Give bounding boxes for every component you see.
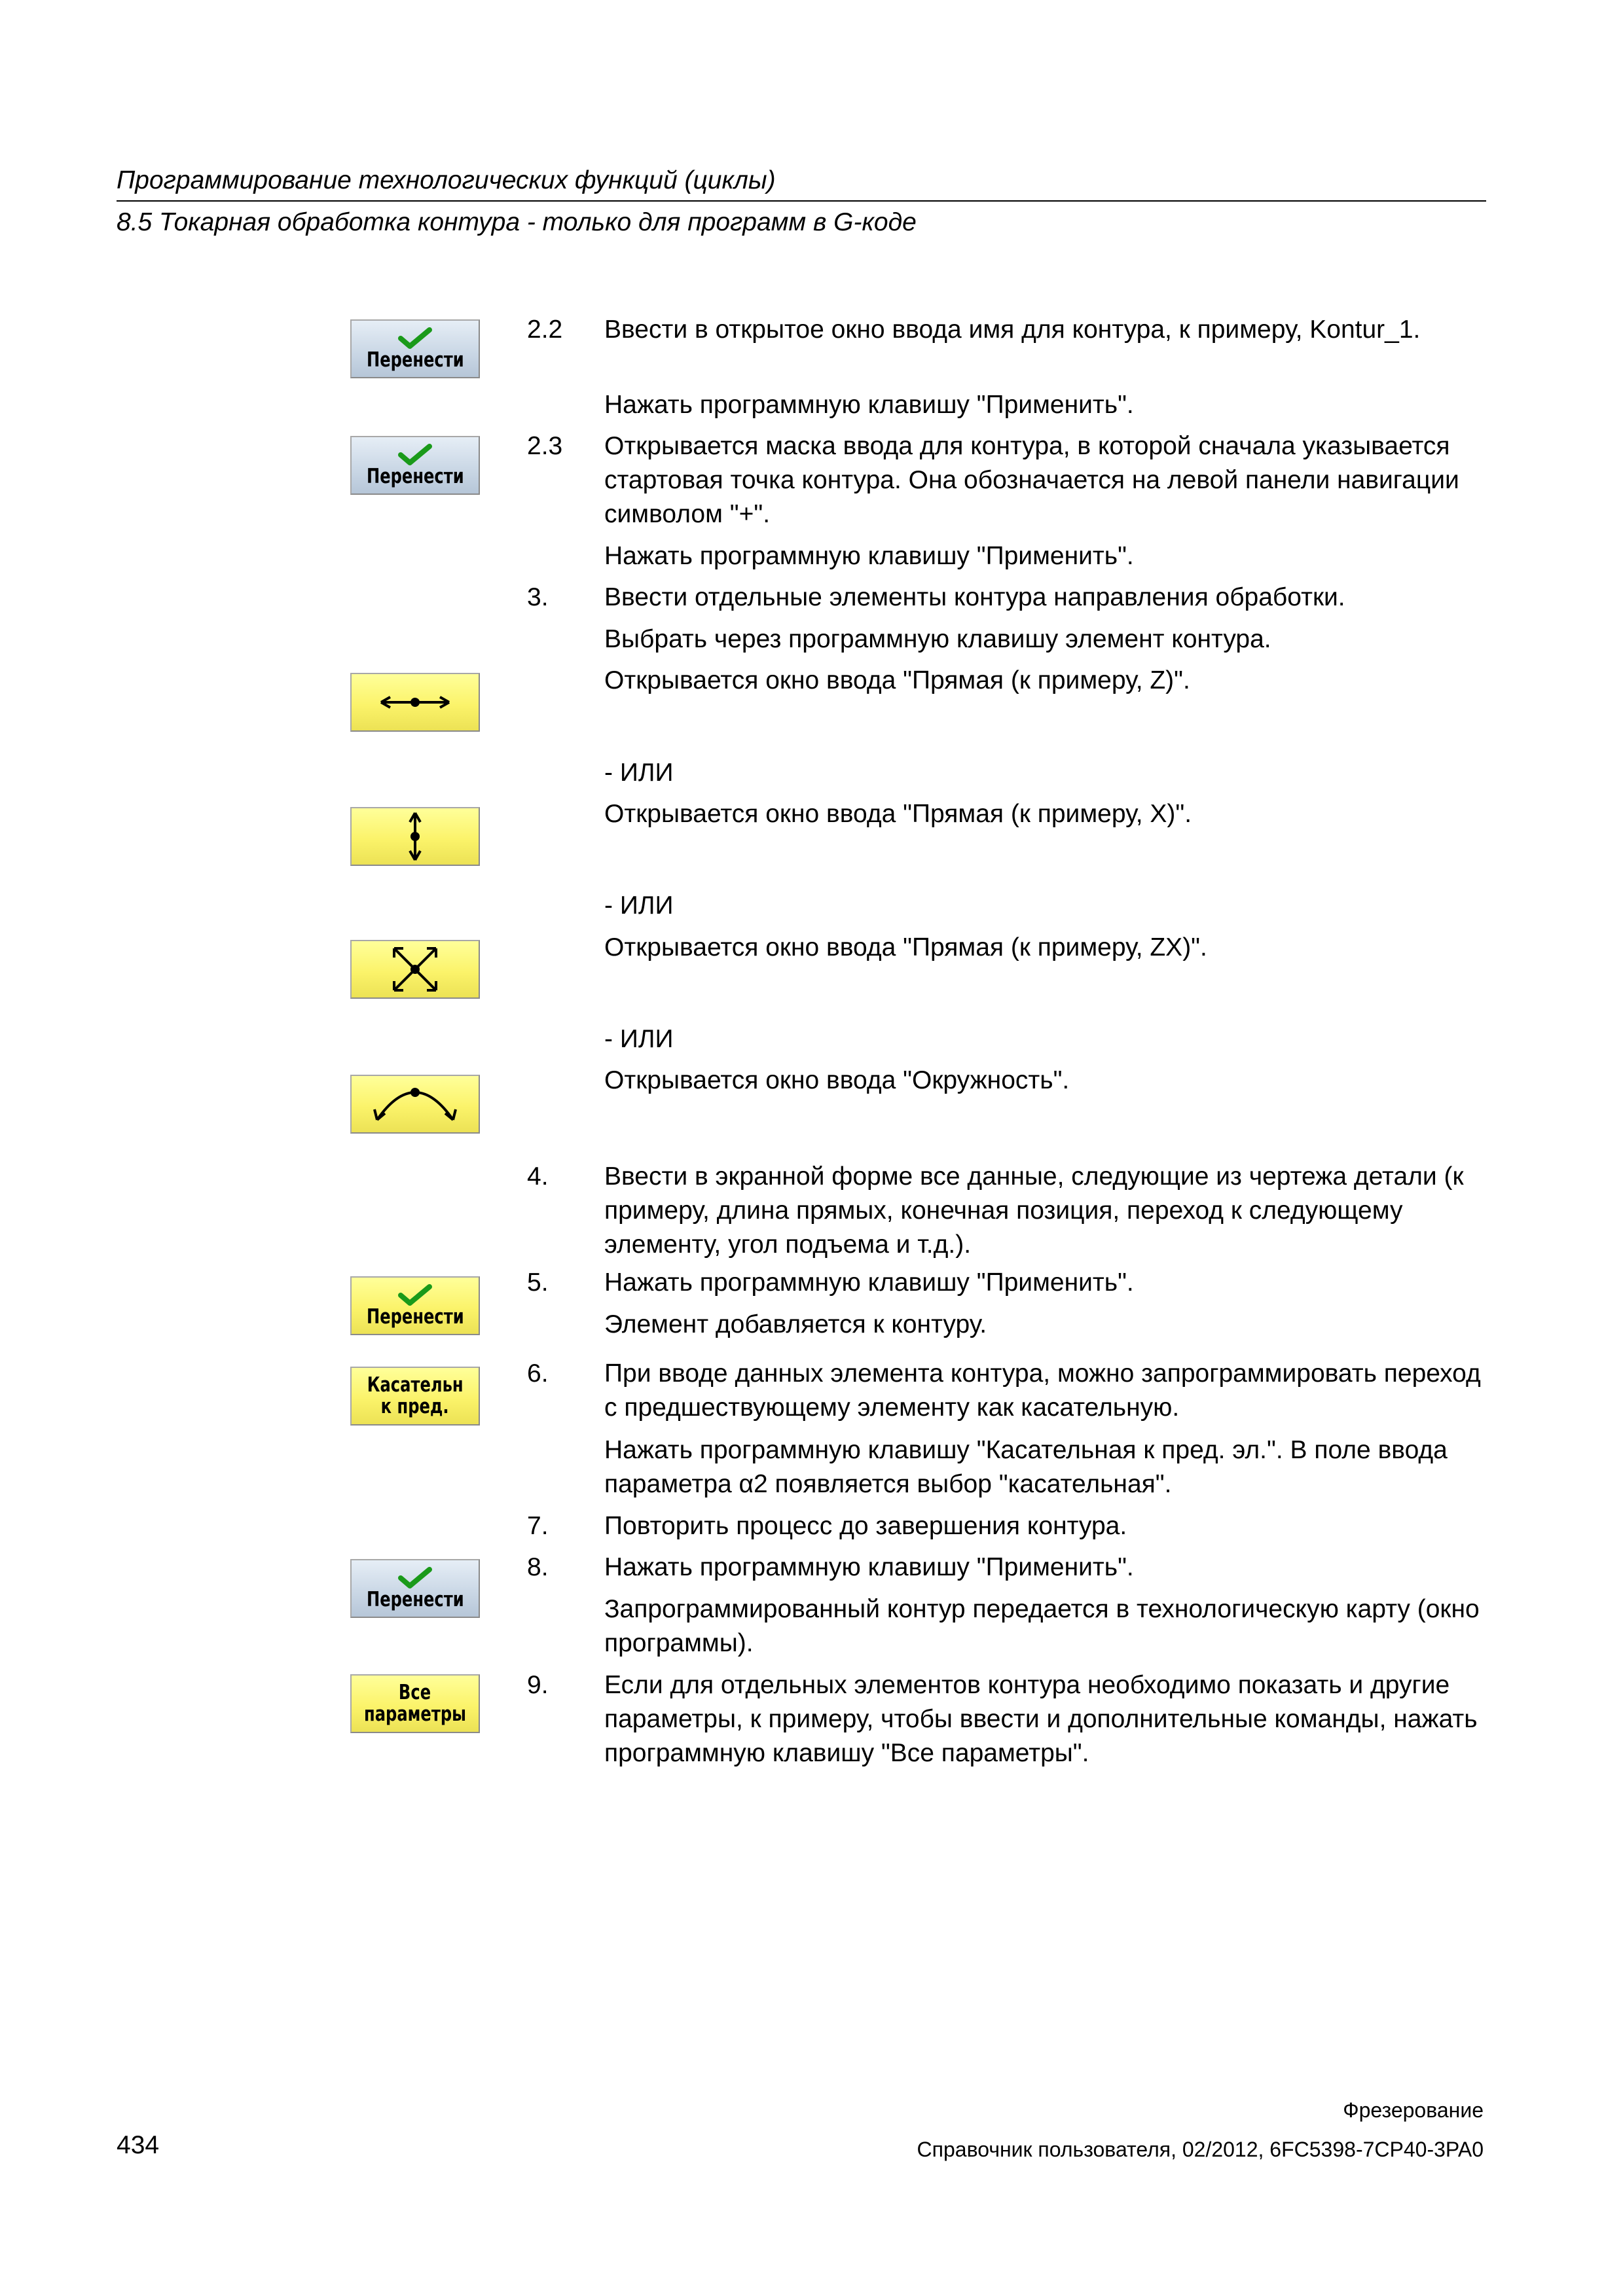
- apply-softkey-label: Перенести: [366, 1304, 464, 1329]
- header-divider: [117, 200, 1486, 202]
- step-text: Нажать программную клавишу "Применить".: [604, 391, 1134, 419]
- page-header-section: 8.5 Токарная обработка контура - только для программ в G-коде: [117, 208, 917, 236]
- all-params-softkey-label-line1: Все: [399, 1681, 431, 1704]
- step-text: Ввести в открытое окно ввода имя для контура, к примеру, Kontur_1.: [604, 315, 1421, 344]
- tangent-to-previous-softkey[interactable]: [350, 1367, 480, 1426]
- tangent-softkey-label-line1: Касательн: [367, 1373, 464, 1397]
- step-text: Запрограммированный контур передается в технологическую карту (окно программы).: [604, 1595, 1480, 1657]
- step-number: 6.: [527, 1359, 549, 1388]
- check-icon: [398, 444, 432, 466]
- step-text: Ввести отдельные элементы контура направления обработки.: [604, 583, 1345, 611]
- horizontal-line-icon: [376, 689, 454, 715]
- step-text: Нажать программную клавишу "Применить".: [604, 542, 1134, 570]
- apply-softkey[interactable]: [350, 436, 480, 495]
- step-text: Элемент добавляется к контуру.: [604, 1310, 987, 1338]
- step-text: Нажать программную клавишу "Касательная к пред. эл.". В поле ввода параметра α2 появляется выбор "касательная".: [604, 1436, 1448, 1498]
- step-number: 7.: [527, 1512, 549, 1540]
- footer-manual-topic: Фрезерование: [1343, 2098, 1484, 2122]
- step-number: 2.3: [527, 432, 563, 460]
- circle-softkey[interactable]: [350, 1075, 480, 1134]
- step-text: Повторить процесс до завершения контура.: [604, 1512, 1127, 1540]
- or-separator: - ИЛИ: [604, 759, 674, 787]
- step-text: Если для отдельных элементов контура необходимо показать и другие параметры, к примеру, чтобы ввести и дополнительные команды, нажать программную клавишу "Все параметры".: [604, 1671, 1478, 1767]
- step-number: 2.2: [527, 315, 563, 344]
- diagonal-line-icon: [389, 943, 441, 996]
- step-text: Открывается окно ввода "Прямая (к примеру, ZX)".: [604, 933, 1207, 961]
- check-icon: [398, 1284, 432, 1306]
- step-text: Нажать программную клавишу "Применить".: [604, 1553, 1134, 1581]
- straight-line-zx-softkey[interactable]: [350, 940, 480, 999]
- page-number: 434: [117, 2131, 160, 2159]
- apply-softkey-label: Перенести: [366, 1587, 464, 1611]
- straight-line-z-softkey[interactable]: [350, 673, 480, 732]
- apply-softkey[interactable]: [350, 1559, 480, 1618]
- step-number: 4.: [527, 1162, 549, 1191]
- step-text: Открывается окно ввода "Прямая (к примеру, X)".: [604, 800, 1192, 828]
- page-header-title: Программирование технологических функций (циклы): [117, 166, 776, 194]
- step-text: Ввести в экранной форме все данные, следующие из чертежа детали (к примеру, длина прямых, конечная позиция, переход к следующему элементу, угол подъема и т.д.).: [604, 1162, 1464, 1259]
- step-text: Выбрать через программную клавишу элемент контура.: [604, 625, 1271, 653]
- apply-softkey[interactable]: [350, 1276, 480, 1335]
- step-text: Открывается маска ввода для контура, в которой сначала указывается стартовая точка контура. Она обозначается на левой панели навигации символом "+".: [604, 432, 1459, 528]
- check-icon: [398, 327, 432, 350]
- step-number: 5.: [527, 1268, 549, 1297]
- vertical-line-icon: [402, 810, 428, 863]
- apply-softkey[interactable]: [350, 319, 480, 378]
- step-number: 9.: [527, 1671, 549, 1699]
- all-params-softkey-label-line2: параметры: [364, 1702, 467, 1726]
- step-text: Открывается окно ввода "Прямая (к примеру, Z)".: [604, 666, 1190, 694]
- footer-manual-reference: Справочник пользователя, 02/2012, 6FC5398-7CP40-3PA0: [917, 2138, 1484, 2161]
- step-text: Нажать программную клавишу "Применить".: [604, 1268, 1134, 1297]
- step-text: Открывается окно ввода "Окружность".: [604, 1066, 1070, 1094]
- step-number: 8.: [527, 1553, 549, 1581]
- tangent-softkey-label-line2: к пред.: [381, 1395, 449, 1418]
- or-separator: - ИЛИ: [604, 891, 674, 920]
- all-parameters-softkey[interactable]: [350, 1674, 480, 1733]
- check-icon: [398, 1567, 432, 1589]
- arc-icon: [369, 1079, 461, 1129]
- step-text: При вводе данных элемента контура, можно запрограммировать переход с предшествующему элементу как касательную.: [604, 1359, 1481, 1422]
- apply-softkey-label: Перенести: [366, 464, 464, 488]
- or-separator: - ИЛИ: [604, 1025, 674, 1053]
- step-number: 3.: [527, 583, 549, 611]
- apply-softkey-label: Перенести: [366, 348, 464, 372]
- straight-line-x-softkey[interactable]: [350, 807, 480, 866]
